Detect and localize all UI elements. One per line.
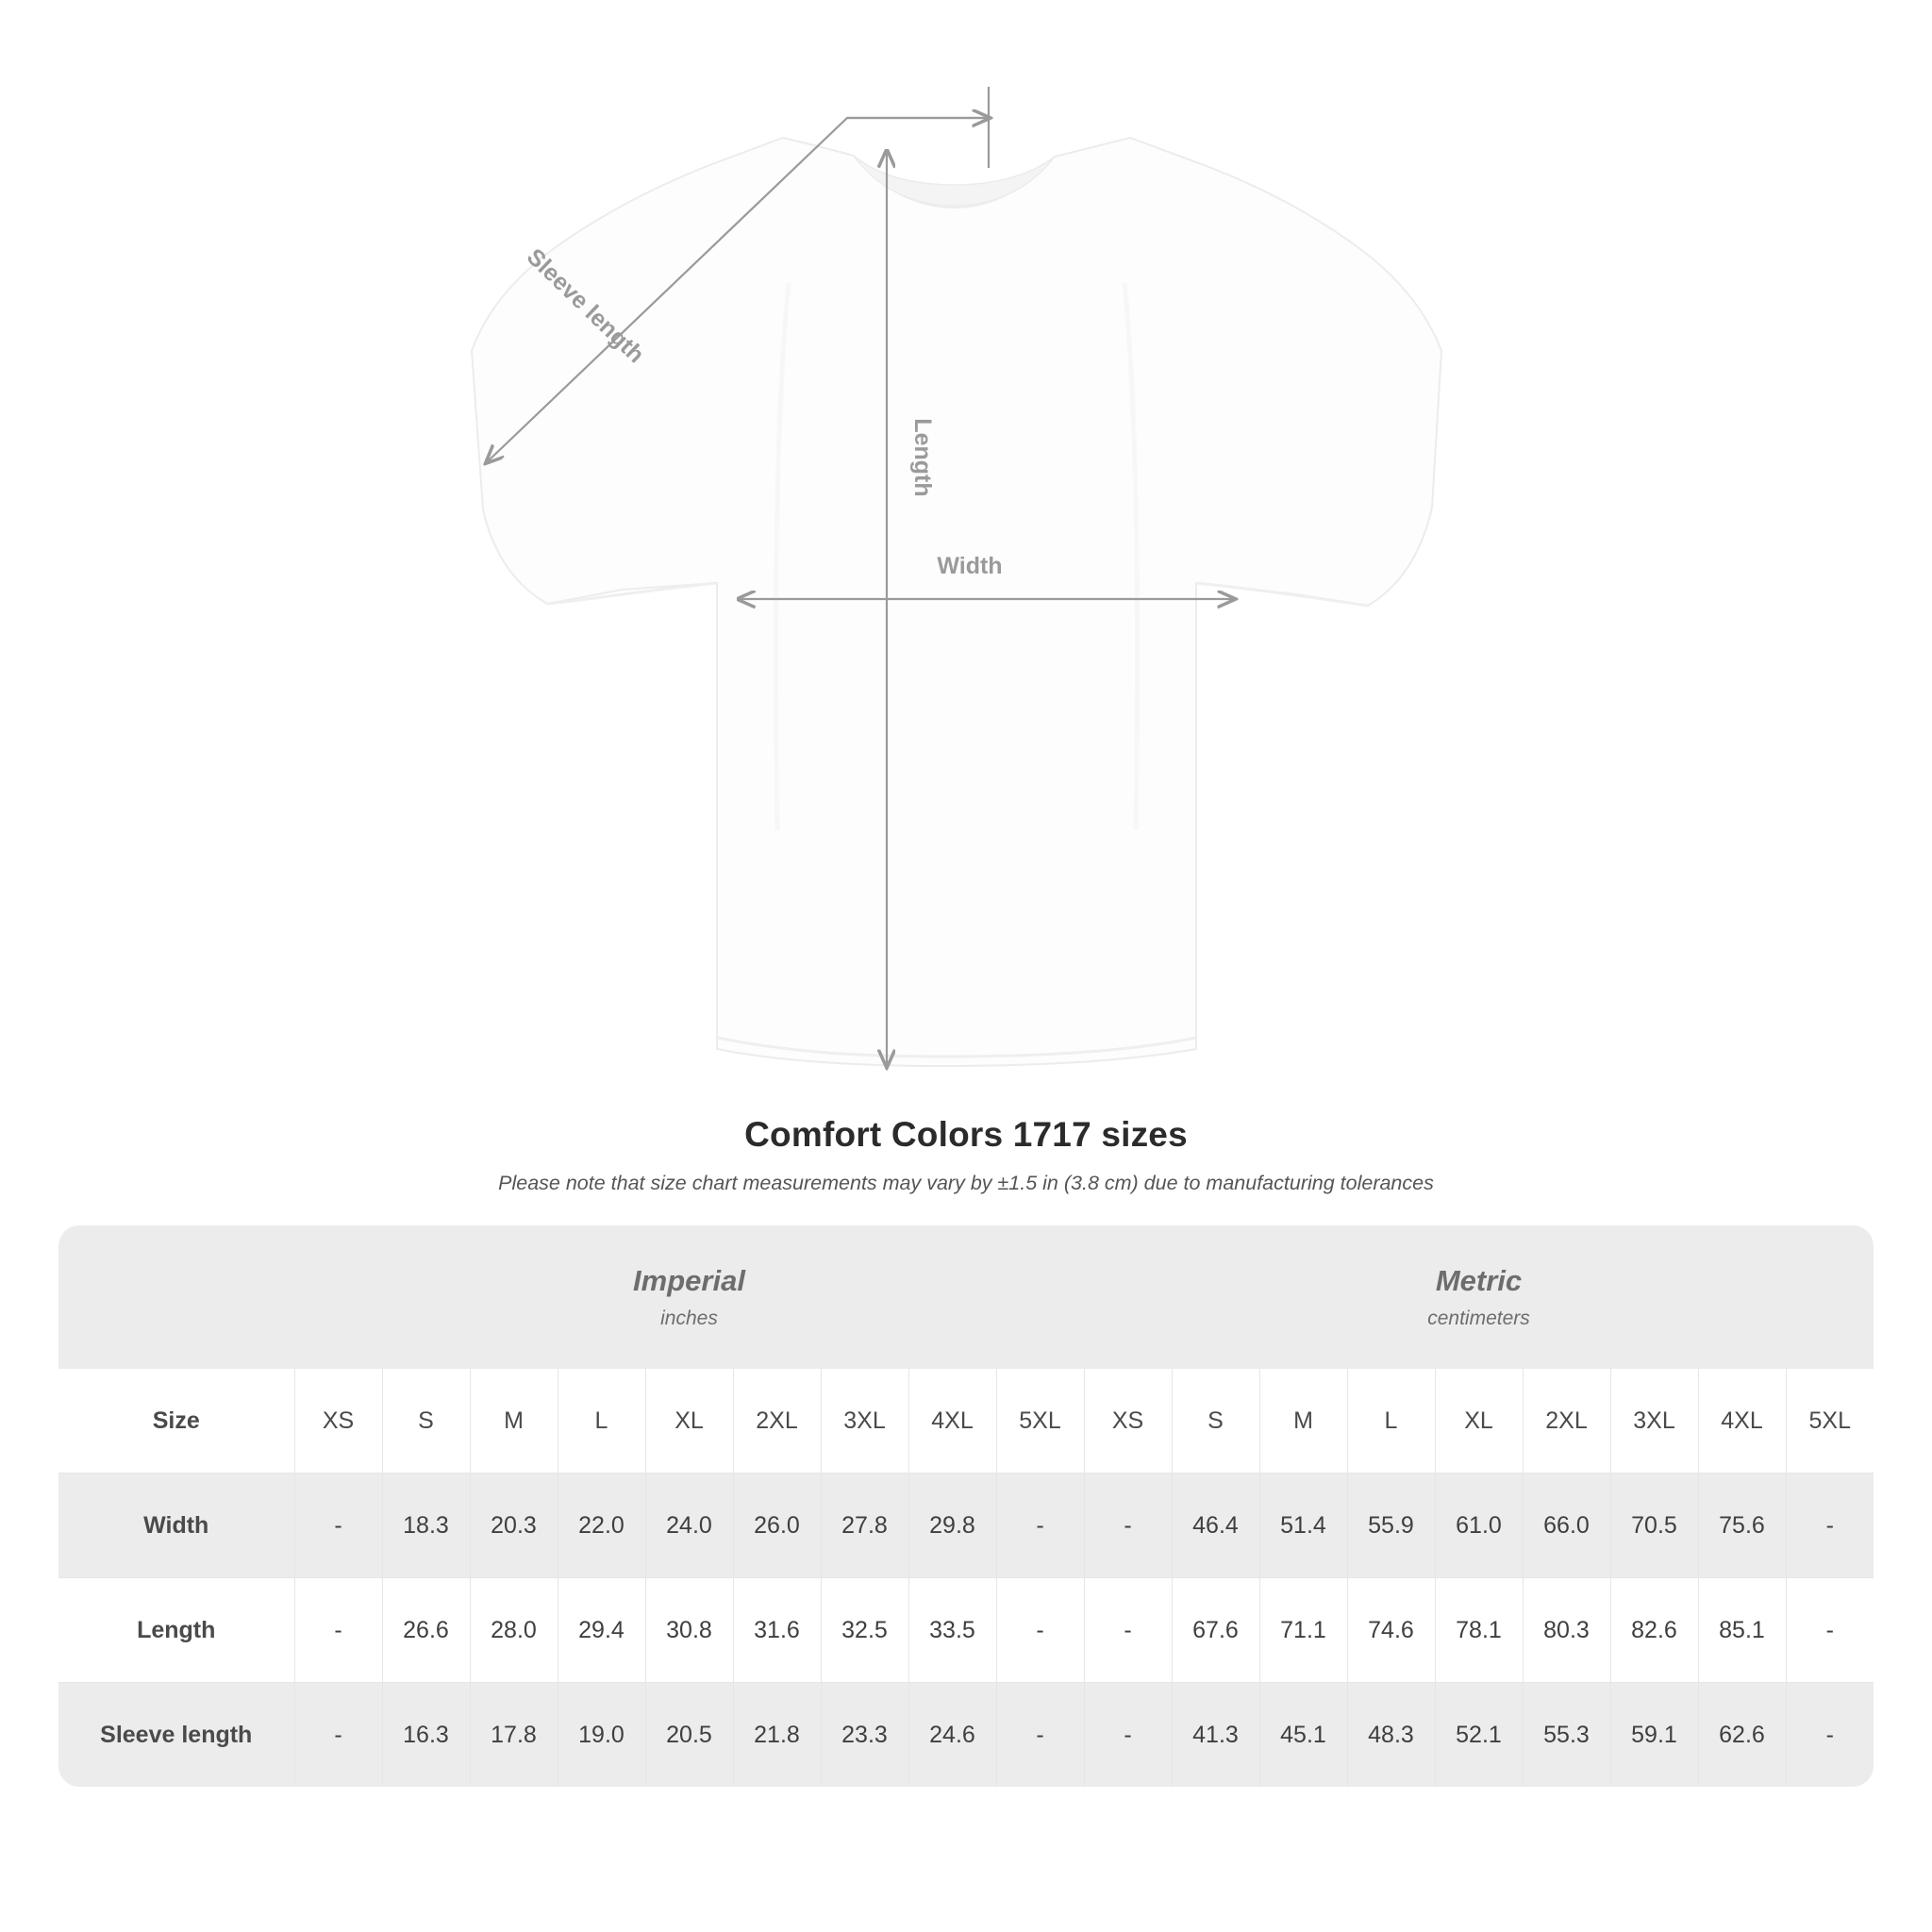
size-header-label: Size [58, 1369, 294, 1474]
unit-group-metric [1084, 1225, 1874, 1369]
table-cell: 51.4 [1259, 1474, 1347, 1578]
table-cell: 26.0 [733, 1474, 821, 1578]
table-cell: 28.0 [470, 1578, 558, 1683]
table-cell: - [1084, 1578, 1172, 1683]
table-cell: 70.5 [1610, 1474, 1698, 1578]
row-label-width: Width [58, 1474, 294, 1578]
sleeve-length-label: Sleeve length [521, 243, 650, 369]
table-cell: - [996, 1474, 1084, 1578]
table-cell: - [996, 1683, 1084, 1788]
table-cell: 82.6 [1610, 1578, 1698, 1683]
unit-group-metric-name: Metric [1435, 1264, 1523, 1297]
size-table [58, 1225, 1874, 1787]
table-cell: 17.8 [470, 1683, 558, 1788]
unit-group-imperial-name: Imperial [633, 1264, 745, 1297]
table-cell: 41.3 [1172, 1683, 1259, 1788]
unit-group-metric-sub: centimeters [1427, 1307, 1530, 1329]
table-cell: - [294, 1474, 382, 1578]
table-cell: 18.3 [382, 1474, 470, 1578]
table-cell: - [294, 1683, 382, 1788]
table-cell: 80.3 [1523, 1578, 1610, 1683]
size-header-cell: M [470, 1369, 558, 1474]
table-cell: 78.1 [1435, 1578, 1523, 1683]
table-cell: 62.6 [1698, 1683, 1786, 1788]
table-cell: 46.4 [1172, 1474, 1259, 1578]
table-cell: 48.3 [1347, 1683, 1435, 1788]
table-cell: 55.3 [1523, 1683, 1610, 1788]
table-row [58, 1474, 1874, 1578]
table-cell: 59.1 [1610, 1683, 1698, 1788]
size-table-container [58, 1225, 1874, 1787]
table-cell: 85.1 [1698, 1578, 1786, 1683]
tshirt-shape [472, 138, 1441, 1066]
table-cell: 19.0 [558, 1683, 645, 1788]
row-label-length: Length [58, 1578, 294, 1683]
table-cell: - [996, 1578, 1084, 1683]
table-cell: 27.8 [821, 1474, 908, 1578]
table-cell: 45.1 [1259, 1683, 1347, 1788]
table-row [58, 1578, 1874, 1683]
table-cell: 24.0 [645, 1474, 733, 1578]
table-cell: - [1786, 1474, 1874, 1578]
unit-group-imperial [294, 1225, 1084, 1369]
table-cell: 22.0 [558, 1474, 645, 1578]
table-cell: 33.5 [908, 1578, 996, 1683]
table-cell: 66.0 [1523, 1474, 1610, 1578]
table-cell: 21.8 [733, 1683, 821, 1788]
chart-heading [0, 1115, 1932, 1195]
size-header-cell: L [558, 1369, 645, 1474]
table-cell: 32.5 [821, 1578, 908, 1683]
table-cell: 30.8 [645, 1578, 733, 1683]
size-header-cell: XS [294, 1369, 382, 1474]
size-header-cell: 2XL [733, 1369, 821, 1474]
size-header-cell: XS [1084, 1369, 1172, 1474]
table-cell: 67.6 [1172, 1578, 1259, 1683]
width-label: Width [937, 553, 1003, 579]
table-cell: - [1786, 1683, 1874, 1788]
table-cell: 74.6 [1347, 1578, 1435, 1683]
table-cell: 55.9 [1347, 1474, 1435, 1578]
table-cell: 71.1 [1259, 1578, 1347, 1683]
table-cell: 16.3 [382, 1683, 470, 1788]
table-cell: 26.6 [382, 1578, 470, 1683]
size-header-cell: S [1172, 1369, 1259, 1474]
size-header-cell: S [382, 1369, 470, 1474]
table-cell: 52.1 [1435, 1683, 1523, 1788]
size-header-row [58, 1369, 1874, 1474]
table-cell: 20.3 [470, 1474, 558, 1578]
table-row [58, 1683, 1874, 1788]
table-cell: 20.5 [645, 1683, 733, 1788]
table-cell: 31.6 [733, 1578, 821, 1683]
size-header-cell: 4XL [1698, 1369, 1786, 1474]
size-header-cell: XL [645, 1369, 733, 1474]
table-cell: 29.4 [558, 1578, 645, 1683]
table-cell: - [1084, 1474, 1172, 1578]
table-cell: - [1786, 1578, 1874, 1683]
tolerance-note: Please note that size chart measurements may vary by ±1.5 in (3.8 cm) due to manufacturing tolerances [498, 1172, 1434, 1194]
unit-header-row [58, 1225, 1874, 1369]
size-header-cell: M [1259, 1369, 1347, 1474]
table-cell: - [294, 1578, 382, 1683]
unit-group-imperial-sub: inches [660, 1307, 718, 1329]
size-header-cell: L [1347, 1369, 1435, 1474]
table-cell: 75.6 [1698, 1474, 1786, 1578]
table-cell: 29.8 [908, 1474, 996, 1578]
size-header-cell: 3XL [1610, 1369, 1698, 1474]
row-label-sleeve-length: Sleeve length [58, 1683, 294, 1788]
size-header-cell: 3XL [821, 1369, 908, 1474]
size-header-cell: 5XL [1786, 1369, 1874, 1474]
unit-header-spacer [58, 1225, 294, 1369]
table-cell: - [1084, 1683, 1172, 1788]
page-title: Comfort Colors 1717 sizes [744, 1115, 1188, 1154]
table-cell: 61.0 [1435, 1474, 1523, 1578]
length-label: Length [909, 418, 936, 497]
size-header-cell: XL [1435, 1369, 1523, 1474]
table-cell: 23.3 [821, 1683, 908, 1788]
size-header-cell: 2XL [1523, 1369, 1610, 1474]
size-header-cell: 5XL [996, 1369, 1084, 1474]
table-cell: 24.6 [908, 1683, 996, 1788]
size-header-cell: 4XL [908, 1369, 996, 1474]
